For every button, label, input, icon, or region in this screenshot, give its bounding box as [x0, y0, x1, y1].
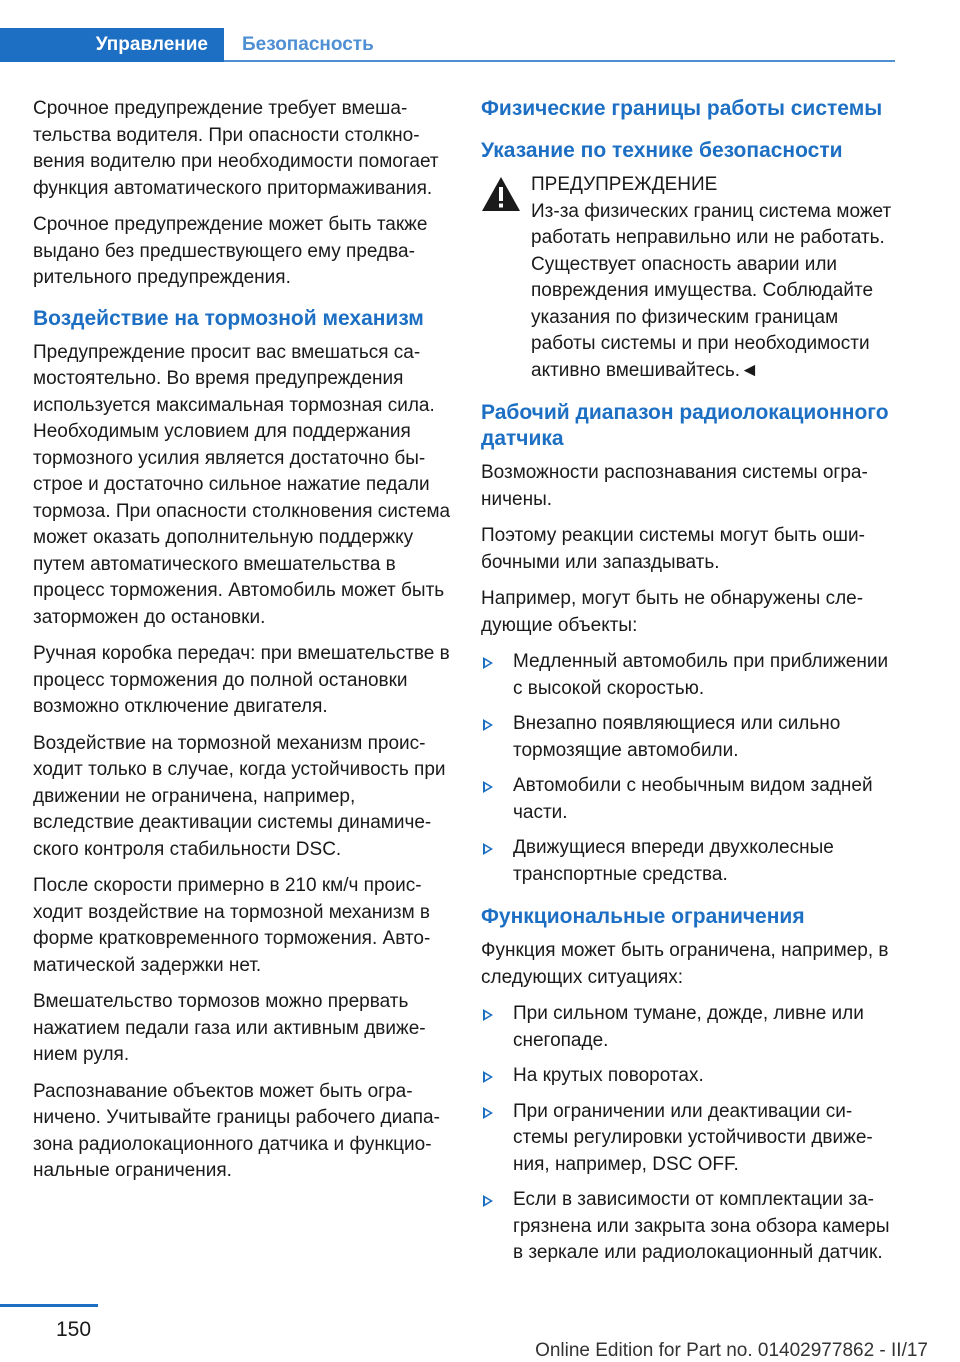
list-item: Медленный автомобиль при приближении с высокой скоростью.: [481, 649, 896, 702]
section-heading: Воздействие на тормозной механизм: [33, 306, 424, 330]
paragraph: После скорости примерно в 210 км/ч происходит воздействие на тормозной механизм в форме кратковременного торможения. Автоматической задержки нет.: [33, 875, 431, 976]
page-number: 150: [56, 1318, 92, 1341]
subsection-heading: Указание по технике безопасности: [481, 139, 843, 162]
bullet-triangle-icon: [483, 719, 493, 731]
paragraph: Срочное предупреждение может быть также выдано без предшествующего ему предварительного предупреждения.: [33, 214, 428, 288]
tab-control[interactable]: Управление: [0, 28, 224, 62]
list-item: Движущиеся впереди двухколесные транспортные средства.: [481, 835, 896, 888]
subsection-heading: Рабочий диапазон радиолокационного датчика: [481, 401, 889, 450]
tab-safety[interactable]: Безопасность: [242, 34, 374, 55]
list-item: При ограничении или деактивации системы регулировки устойчивости движения, например, DSC OFF.: [481, 1099, 896, 1179]
right-column: [481, 96, 896, 1277]
paragraph: Распознавание объектов может быть ограничено. Учитывайте границы рабочего диапазона радиолокационного датчика и функциональные ограничения.: [33, 1080, 440, 1181]
list-item: Автомобили с необычным видом задней части.: [481, 773, 896, 826]
page-number-rule: [0, 1304, 98, 1307]
paragraph: Возможности распознавания системы ограничены.: [481, 462, 868, 510]
paragraph: Поэтому реакции системы могут быть ошибочными или запаздывать.: [481, 525, 865, 573]
section-tabbar: [0, 28, 895, 62]
tab-underline: [224, 60, 895, 62]
bullet-triangle-icon: [483, 843, 493, 855]
paragraph: Срочное предупреждение требует вмешательства водителя. При опасности столкновения водителю при необходимости помогает функция автоматического притормаживания.: [33, 98, 439, 199]
bullet-triangle-icon: [483, 1107, 493, 1119]
list-item: Если в зависимости от комплектации загрязнена или закрыта зона обзора камеры в зеркале или радиолокационный датчик.: [481, 1187, 896, 1267]
warning-text: Из-за физических границ система может работать неправильно или не работать. Существует опасность аварии или повреждения имущества. Соблюдайте указания по физическим границам работы системы и при необходимости активно вмешивайтесь.◄: [531, 200, 892, 381]
paragraph: Предупреждение просит вас вмешаться самостоятельно. Во время предупреждения используется максимальная тормозная сила. Необходимым условием для поддержания тормозного усилия является достаточно быстрое и достаточно сильное нажатие педали тормоза. При опасности столкновения система может оказать дополнительную поддержку путем автоматического вмешательства в процесс торможения. Автомобиль может быть заторможен до остановки.: [33, 341, 451, 628]
paragraph: Вмешательство тормозов можно прервать нажатием педали газа или активным движением руля.: [33, 991, 426, 1065]
list-item: При сильном тумане, дожде, ливне или снегопаде.: [481, 1001, 896, 1054]
warning-block: [481, 172, 896, 384]
object-list: [481, 649, 896, 888]
edition-footer: Online Edition for Part no. 01402977862 - II/17: [535, 1340, 928, 1361]
bullet-triangle-icon: [483, 781, 493, 793]
list-item: На крутых поворотах.: [481, 1063, 896, 1090]
section-heading: Физические границы работы системы: [481, 97, 883, 120]
paragraph: Воздействие на тормозной механизм происходит только в случае, когда устойчивость при движении не ограничена, например, вследствие деактивации системы динамического контроля стабильности DSC.: [33, 732, 446, 860]
paragraph: Функция может быть ограничена, например, в следующих ситуациях:: [481, 940, 889, 988]
bullet-triangle-icon: [483, 1071, 493, 1083]
bullet-triangle-icon: [483, 1195, 493, 1207]
subsection-heading: Функциональные ограничения: [481, 905, 805, 928]
warning-triangle-icon: [481, 176, 521, 212]
bullet-triangle-icon: [483, 1009, 493, 1021]
paragraph: Например, могут быть не обнаружены следующие объекты:: [481, 588, 864, 636]
bullet-triangle-icon: [483, 657, 493, 669]
list-item: Внезапно появляющиеся или сильно тормозящие автомобили.: [481, 711, 896, 764]
left-column: [33, 96, 451, 1195]
limitation-list: [481, 1001, 896, 1267]
warning-title: ПРЕДУПРЕЖДЕНИЕ: [531, 174, 718, 195]
paragraph: Ручная коробка передач: при вмешательстве в процесс торможения до полной остановки возможно отключение двигателя.: [33, 643, 450, 717]
